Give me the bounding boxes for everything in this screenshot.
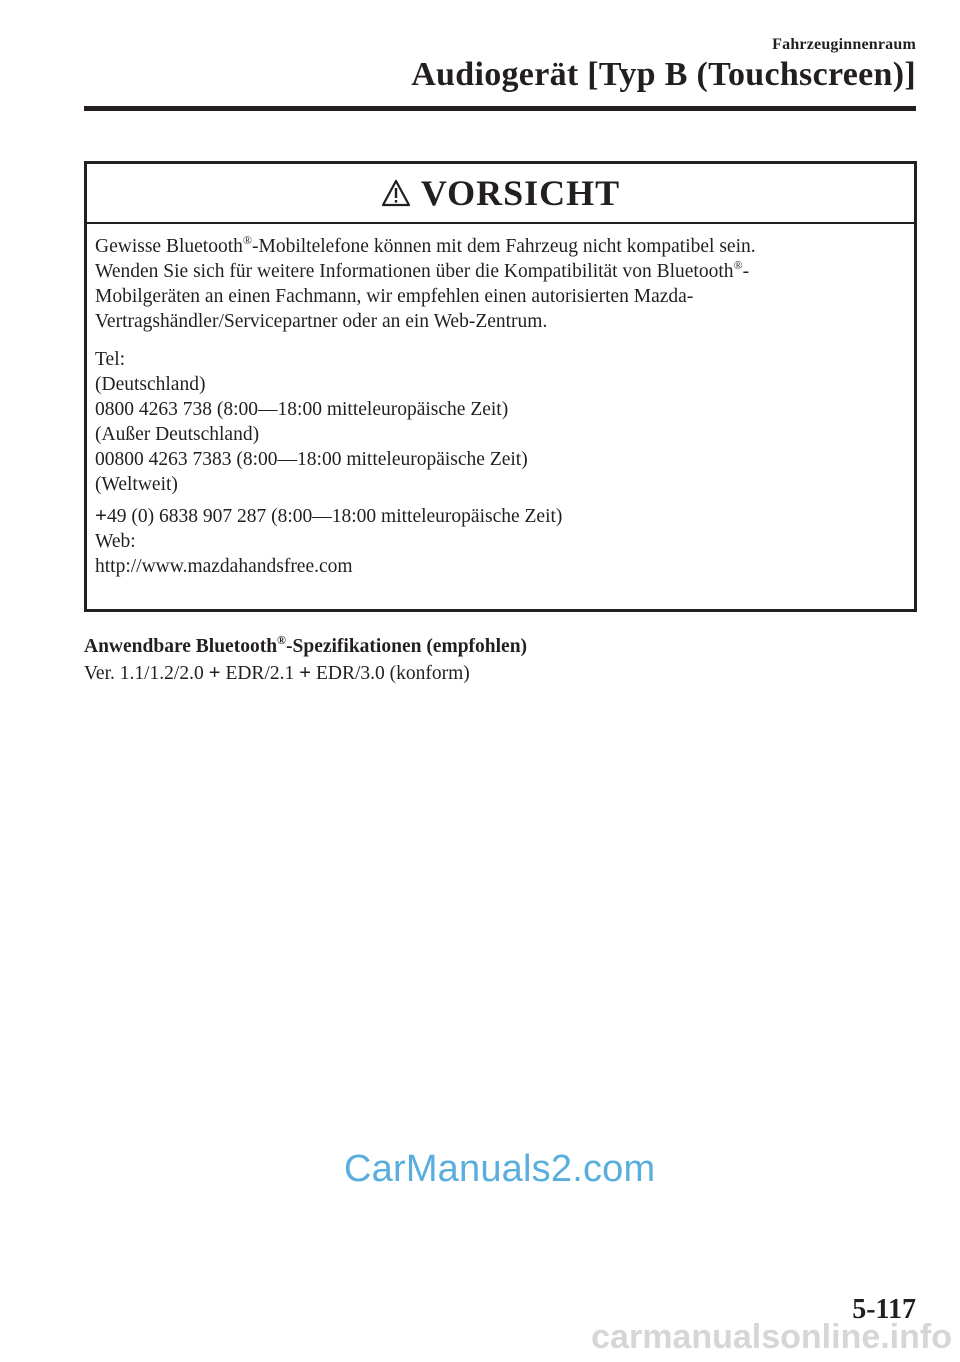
registered-mark: ® xyxy=(733,258,743,272)
plus-icon: + xyxy=(95,503,107,527)
section-label: Fahrzeuginnenraum xyxy=(772,36,916,53)
germany-label: (Deutschland) xyxy=(95,374,206,395)
plus-icon: + xyxy=(299,660,312,684)
worldwide-number: +49 (0) 6838 907 287 (8:00—18:00 mitteleuropäische Zeit) xyxy=(95,503,563,527)
registered-mark: ® xyxy=(242,233,252,247)
web-url: http://www.mazdahandsfree.com xyxy=(95,556,353,577)
warning-triangle-icon xyxy=(381,179,411,207)
spec-versions: Ver. 1.1/1.2/2.0 + EDR/2.1 + EDR/3.0 (konform) xyxy=(84,660,470,684)
worldwide-label: (Weltweit) xyxy=(95,474,178,495)
caution-title: VORSICHT xyxy=(420,173,621,213)
plus-icon: + xyxy=(208,660,221,684)
web-label: Web: xyxy=(95,531,136,552)
germany-number: 0800 4263 738 (8:00—18:00 mitteleuropäische Zeit) xyxy=(95,399,509,420)
tel-label: Tel: xyxy=(95,349,126,370)
registered-mark: ® xyxy=(277,633,287,647)
compatibility-notice: Gewisse Bluetooth®-Mobiltelefone können mit dem Fahrzeug nicht kompatibel sein. xyxy=(95,233,756,257)
outside-germany-number: 00800 4263 7383 (8:00—18:00 mitteleuropäische Zeit) xyxy=(95,449,528,470)
contact-advice: Wenden Sie sich für weitere Informationen über die Kompatibilität von Bluetooth®- xyxy=(95,258,750,282)
caution-box xyxy=(84,161,917,612)
contact-advice-line-2: Mobilgeräten an einen Fachmann, wir empfehlen einen autorisierten Mazda- xyxy=(95,286,694,307)
page-title: Audiogerät [Typ B (Touchscreen)] xyxy=(411,56,916,93)
footer-url: carmanualsonline.info xyxy=(591,1318,952,1356)
outside-germany-label: (Außer Deutschland) xyxy=(95,424,260,445)
watermark: CarManuals2.com xyxy=(344,1148,656,1190)
title-rule xyxy=(84,106,916,111)
page-number: 5-117 xyxy=(852,1294,916,1325)
caution-body xyxy=(87,224,914,579)
spec-heading: Anwendbare Bluetooth®-Spezifikationen (empfohlen) xyxy=(84,633,528,657)
contact-advice-line-3: Vertragshändler/Servicepartner oder an ein Web-Zentrum. xyxy=(95,311,548,332)
caution-header xyxy=(87,164,914,224)
